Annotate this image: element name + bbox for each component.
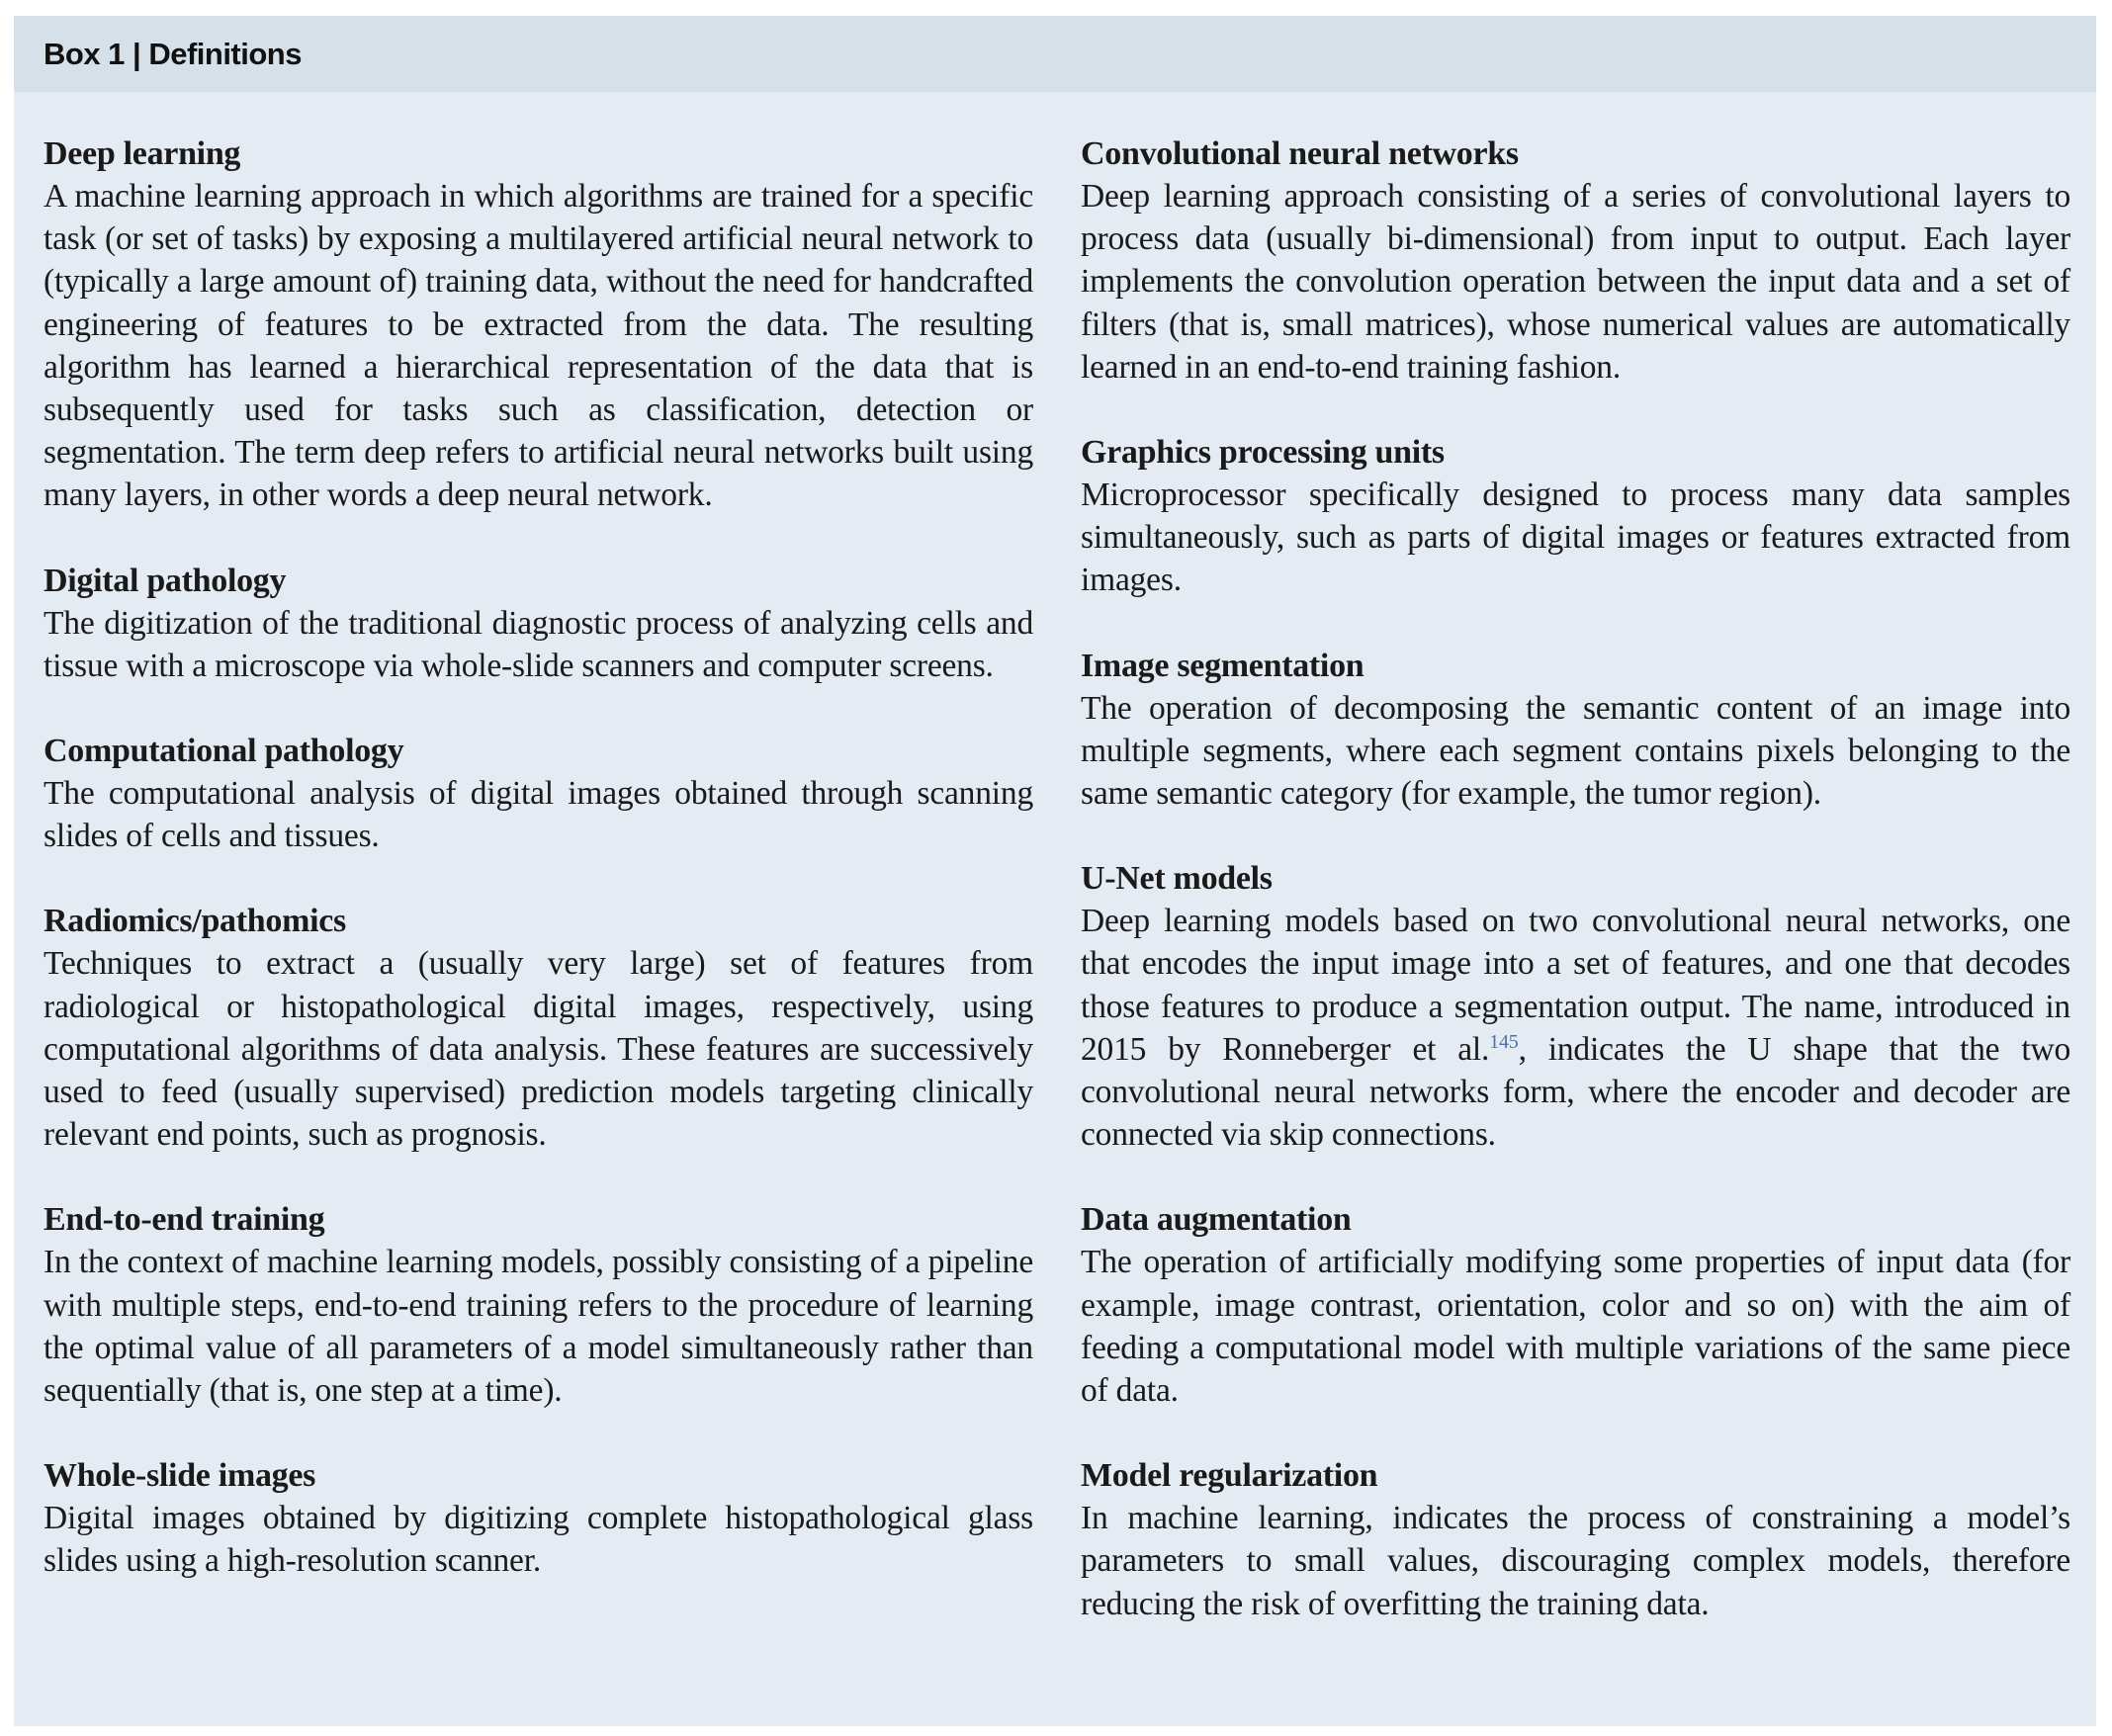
- term-heading: Graphics processing units: [1081, 434, 1445, 472]
- definition-entry: [1081, 431, 2070, 602]
- definition-text: , indicates the U shape that the two convolutional neural networks form, where the encoder and decoder are connected via skip connections.: [1081, 1030, 2070, 1154]
- term-definition: Microprocessor specifically designed to process many data samples simultaneously, such as parts of digital images or features extracted from images.: [1081, 477, 2070, 599]
- definition-entry: [44, 900, 1033, 1156]
- definition-entry: [1081, 645, 2070, 816]
- box-title: Box 1 | Definitions: [14, 16, 2096, 92]
- left-column: [44, 132, 1033, 1668]
- term-heading: Whole-slide images: [44, 1457, 316, 1495]
- definition-entry: [44, 1454, 1033, 1582]
- term-definition: Digital images obtained by digitizing complete histopathological glass slides using a high-resolution scanner.: [44, 1500, 1033, 1580]
- definition-entry: [1081, 1198, 2070, 1412]
- term-heading: Computational pathology: [44, 733, 404, 770]
- definition-entry: [1081, 132, 2070, 389]
- right-column: [1081, 132, 2070, 1668]
- term-heading: Deep learning: [44, 135, 241, 172]
- definitions-box: [14, 16, 2096, 1726]
- term-definition: The operation of decomposing the semantic content of an image into multiple segments, where each segment contains pixels belonging to the same semantic category (for example, the tumor region).: [1081, 689, 2070, 813]
- term-definition: A machine learning approach in which algorithms are trained for a specific task (or set of tasks) by exposing a multilayered artificial neural network to (typically a large amount of) training data, without the need for handcrafted engineering of features to be extracted from the data. The resulting algorithm has learned a hierarchical representation of the data that is subsequently used for tasks such as classification, detection or segmentation. The term deep refers to artificial neural networks built using many layers, in other words a deep neural network.: [44, 178, 1033, 514]
- definition-entry: [1081, 857, 2070, 1156]
- term-definition: The operation of artificially modifying some properties of input data (for example, image contrast, orientation, color and so on) with the aim of feeding a computational model with multiple variations of the same piece of data.: [1081, 1244, 2070, 1410]
- term-heading: U-Net models: [1081, 860, 1273, 898]
- term-heading: Digital pathology: [44, 562, 287, 599]
- definition-entry: [44, 560, 1033, 687]
- term-heading: End-to-end training: [44, 1201, 325, 1239]
- term-definition: The computational analysis of digital images obtained through scanning slides of cells and tissues.: [44, 775, 1033, 855]
- definition-entry: [44, 730, 1033, 857]
- term-heading: Radiomics/pathomics: [44, 903, 346, 940]
- definition-text: Deep learning models based on two convolutional neural networks, one that encodes the input image into a set of features, and one that decodes those features to produce a segmentation output. The name, introduced in 2015 by Ronneberger et al.: [1081, 903, 2070, 1068]
- term-heading: Model regularization: [1081, 1457, 1378, 1495]
- term-definition: In the context of machine learning models, possibly consisting of a pipeline with multiple steps, end-to-end training refers to the procedure of learning the optimal value of all parameters of a model simultaneously rather than sequentially (that is, one step at a time).: [44, 1244, 1033, 1410]
- term-definition: Techniques to extract a (usually very large) set of features from radiological or histopathological digital images, respectively, using computational algorithms of data analysis. These features are successively used to feed (usually supervised) prediction models targeting clinically relevant end points, such as prognosis.: [44, 945, 1033, 1154]
- definition-entry: [44, 1198, 1033, 1412]
- term-definition: [1081, 900, 2070, 1156]
- term-heading: Convolutional neural networks: [1081, 135, 1519, 172]
- reference-link[interactable]: 145: [1489, 1030, 1519, 1053]
- term-heading: Image segmentation: [1081, 647, 1364, 684]
- definition-entry: [1081, 1454, 2070, 1625]
- term-definition: The digitization of the traditional diagnostic process of analyzing cells and tissue with a microscope via whole-slide scanners and computer screens.: [44, 604, 1033, 684]
- definition-entry: [44, 132, 1033, 517]
- term-heading: Data augmentation: [1081, 1201, 1352, 1239]
- term-definition: In machine learning, indicates the process of constraining a model’s parameters to small values, discouraging complex models, therefore reducing the risk of overfitting the training data.: [1081, 1500, 2070, 1622]
- term-definition: Deep learning approach consisting of a series of convolutional layers to process data (usually bi-dimensional) from input to output. Each layer implements the convolution operation between the input data and a set of filters (that is, small matrices), whose numerical values are automatically learned in an end-to-end training fashion.: [1081, 178, 2070, 386]
